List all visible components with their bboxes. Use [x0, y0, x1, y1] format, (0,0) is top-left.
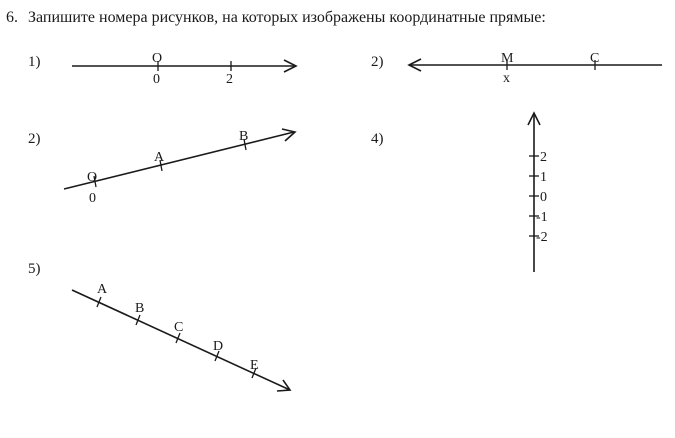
figure-5-point-a: A [97, 282, 108, 297]
figure-1-number-zero: 0 [153, 72, 160, 87]
figure-5-point-c: C [174, 320, 184, 335]
figure-2-axis-x: x [503, 71, 510, 86]
figure-1 [28, 51, 296, 87]
figure-3-point-o: O [87, 170, 98, 185]
figure-2-label: 2) [371, 54, 384, 70]
figure-5-point-b: B [135, 301, 145, 316]
figure-3-number-zero: 0 [89, 191, 96, 206]
figure-3-point-a: A [154, 150, 165, 165]
figure-4-number-0: 0 [540, 190, 547, 205]
figure-1-label: 1) [28, 54, 41, 70]
figure-1-number-two: 2 [226, 72, 233, 87]
figure-3-point-b: B [239, 129, 249, 144]
task-number: 6. [6, 9, 18, 26]
figure-2-point-c: C [590, 51, 600, 66]
figure-4-number-minus-1: -1 [536, 210, 548, 225]
task-text: Запишите номера рисунков, на которых изображены координатные прямые: [28, 9, 546, 26]
figure-3 [28, 129, 295, 206]
figure-5-point-e: E [250, 358, 259, 373]
figure-4-number-2: 2 [540, 150, 547, 165]
figure-1-point-o: O [152, 51, 163, 66]
figure-4 [371, 113, 548, 272]
figure-3-line [64, 132, 294, 189]
figure-4-label: 4) [371, 131, 384, 147]
figure-5 [28, 261, 290, 391]
figure-4-number-1: 1 [540, 170, 547, 185]
figure-5-point-d: D [213, 339, 224, 354]
figure-2 [371, 51, 662, 86]
figure-5-line [72, 290, 290, 390]
figure-2-point-m: M [501, 51, 514, 66]
figure-4-number-minus-2: -2 [536, 230, 548, 245]
figure-5-label: 5) [28, 261, 41, 277]
figure-3-label: 2) [28, 131, 41, 147]
